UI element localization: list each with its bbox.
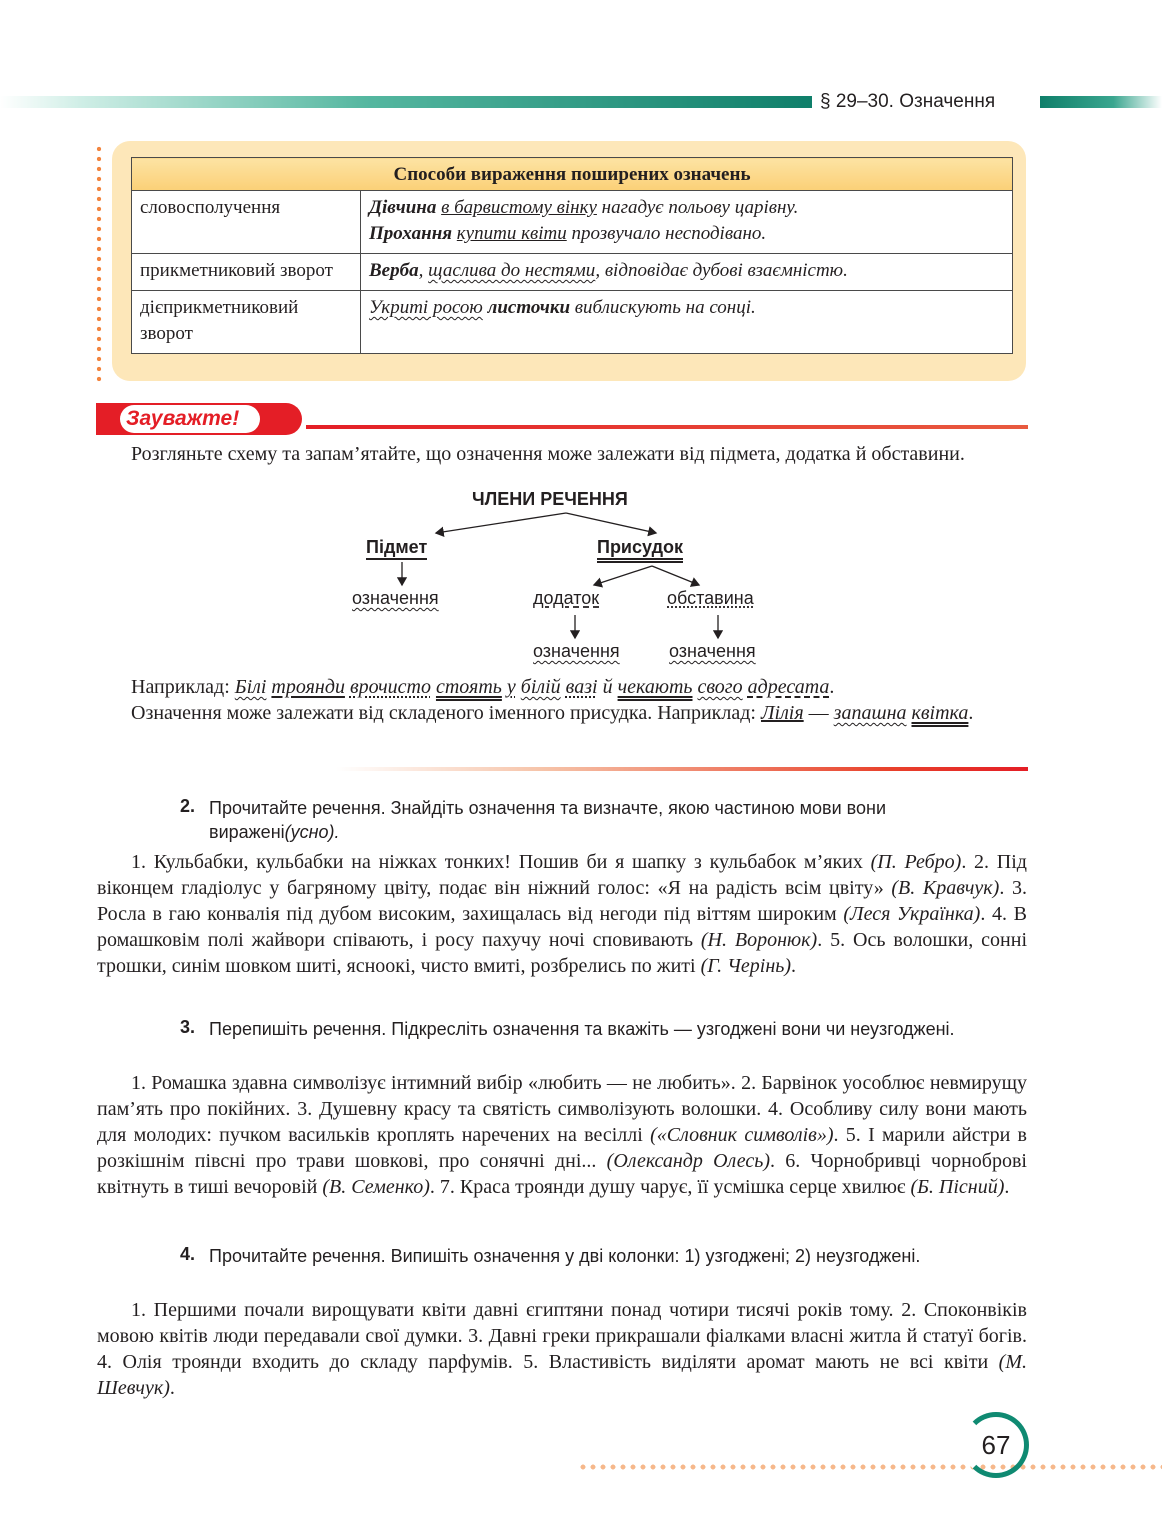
- source: (Олександр Олесь): [606, 1150, 771, 1172]
- exercise-body: [97, 849, 1027, 979]
- example-text: нагадує польову царівну.: [601, 197, 799, 218]
- example-word: Прохання: [369, 223, 453, 244]
- source: (П. Ребро): [870, 851, 962, 873]
- note-intro: Розгляньте схему та запам’ятайте, що означення може залежати від підмета, додатка й обставини.: [131, 443, 965, 465]
- page-number: 67: [981, 1430, 1011, 1460]
- example-word: й: [602, 676, 613, 698]
- example-word: білій: [520, 676, 561, 698]
- source: (В. Семенко): [322, 1176, 430, 1198]
- table-caption: Способи вираження поширених означень: [132, 158, 1013, 191]
- diagram-predicate: Присудок: [597, 536, 683, 563]
- note-paragraph-2: Означення може залежати від складеного іменного присудка. Наприклад: Лілія — запашна квітка.: [131, 702, 974, 724]
- example-word: в барвистому вінку: [441, 197, 597, 218]
- exercise-body: [97, 1297, 1027, 1401]
- example-word: троянди: [271, 676, 345, 698]
- example-word: врочисто: [349, 676, 431, 698]
- example-word: купити квіти: [456, 223, 567, 244]
- source: (Н. Воронюк): [700, 929, 818, 951]
- body-text: 1. Кульбабки, кульбабки на ніжках тонких! Пошив би я шапку з кульбабок м’яких: [131, 851, 871, 873]
- example-text: ,: [418, 260, 429, 281]
- exercise-number: 2.: [180, 796, 196, 816]
- exercise-task: Прочитайте речення. Випишіть означення у дві колонки: 1) узгоджені; 2) неузгоджені.: [209, 1246, 921, 1266]
- body-text: . 2. Під віконцем гладіолус у багряному цвіту, подає він ніжний голос: «Я на радість всім цвіту»: [97, 851, 1027, 899]
- diagram-arrows: [0, 0, 1162, 700]
- example-word: свого: [697, 676, 743, 698]
- example-word: квітка: [911, 702, 969, 724]
- attribute-label: означення: [352, 588, 439, 608]
- example-word: Укриті росою: [369, 297, 483, 318]
- exercise-task: [209, 796, 969, 844]
- diagram-root: ЧЛЕНИ РЕЧЕННЯ: [472, 489, 628, 509]
- body-text: . 4. В ромашковім полі жайвори співають, і росу пахучу ночі сповивають: [97, 903, 1027, 951]
- example-word: стоять: [435, 676, 502, 698]
- section-title: § 29–30. Означення: [820, 91, 996, 112]
- example-label: Наприклад:: [131, 676, 230, 698]
- body-text: . 5. І марили айстри в розкішнім півсні про трави шовкові, про сонячні дні...: [97, 1124, 1028, 1172]
- attribute-label: означення: [669, 641, 756, 661]
- body-text: . 5. Ось волошки, сонні трошки, синім шовком шиті, ясноокі, чисто вмиті, розбрелись по житі: [97, 929, 1028, 977]
- example-word: Лілія: [760, 702, 804, 724]
- paragraph-text: Означення може залежати від складеного іменного присудка. Наприклад:: [131, 702, 756, 724]
- example-text: , відповідає дубові взаємністю.: [595, 260, 848, 281]
- body-text: 1. Ромашка здавна символізує інтимний вибір «любить — не любить». 2. Барвінок уособлює невмирущу пам’ять про покійних. 3. Душевну красу та святість символізують волошки. 4. Особливу силу вони мають для молодих: пучком васильків кроплять наречених на весіллі: [97, 1072, 1027, 1146]
- exercise-number: 4.: [180, 1244, 196, 1264]
- body-text: .: [169, 1377, 175, 1399]
- body-text: . 6. Чорнобривці чорноброві квітнуть в тиші вечоровій: [97, 1150, 1027, 1198]
- decorative-dots-bottom: [578, 1463, 1162, 1471]
- source: (В. Кравчук): [891, 877, 1000, 899]
- example-word: адресата: [747, 676, 830, 698]
- body-text: . 7. Краса троянди душу чарує, її усмішка серце хвилює: [429, 1176, 911, 1198]
- note-example: Наприклад: Білі троянди врочисто стоять у білій вазі й чекають свого адресата.: [131, 676, 835, 698]
- body-text: . 3. Росла в гаю конвалія під дубом високим, захищалась від негоди під віттям широким: [97, 877, 1027, 925]
- example-word: Дівчина: [369, 197, 437, 218]
- note-bottom-divider: [336, 767, 1028, 771]
- task-text: Прочитайте речення. Знайдіть означення та визначте, якою частиною мови вони виражені: [209, 798, 886, 842]
- diagram-subject: Підмет: [366, 536, 427, 560]
- source: («Словник символів»): [650, 1124, 834, 1146]
- table-cell-type: словосполучення: [132, 191, 361, 254]
- source: (М. Шевчук): [97, 1351, 1027, 1399]
- source: (Г. Черінь): [700, 955, 792, 977]
- exercise-number: 3.: [180, 1017, 196, 1037]
- example-word: вазі: [565, 676, 598, 698]
- example-word: Білі: [234, 676, 267, 698]
- example-word: чекають: [617, 676, 693, 698]
- exercise-body: [97, 1070, 1027, 1200]
- exercise-task: Перепишіть речення. Підкресліть означення та вкажіть — узгоджені вони чи неузгоджені.: [209, 1019, 955, 1039]
- note-label: Зауважте!: [126, 407, 240, 430]
- example-word: запашна: [833, 702, 907, 724]
- example-word: листочки: [487, 297, 571, 318]
- example-text: прозвучало несподівано.: [571, 223, 767, 244]
- example-word: щаслива до нестями: [428, 260, 596, 281]
- body-text: .: [791, 955, 797, 977]
- source: (Леся Українка): [843, 903, 981, 925]
- body-text: 1. Першими почали вирощувати квіти давні єгиптяни понад чотири тисячі років тому. 2. Споконвіків мовою квітів люди передавали свої думки. 3. Давні греки прикрашали фіалками власні житла й статуї богів. 4. Олія троянди входить до складу парфумів. 5. Властивість виділяти аромат мають не всі квіти: [97, 1299, 1027, 1373]
- attribute-label: означення: [533, 641, 620, 661]
- task-note: (усно).: [284, 822, 340, 842]
- adverbial-label: обставина: [667, 588, 754, 608]
- body-text: .: [1004, 1176, 1010, 1198]
- example-word: Верба: [369, 260, 419, 281]
- example-text: виблискують на сонці.: [574, 297, 756, 318]
- example-word: у: [506, 676, 516, 698]
- source: (Б. Пісний): [910, 1176, 1005, 1198]
- table-cell-type: прикметниковий зворот: [132, 254, 361, 291]
- table-cell-type: дієприкметниковий зворот: [132, 291, 361, 354]
- object-label: додаток: [533, 588, 600, 608]
